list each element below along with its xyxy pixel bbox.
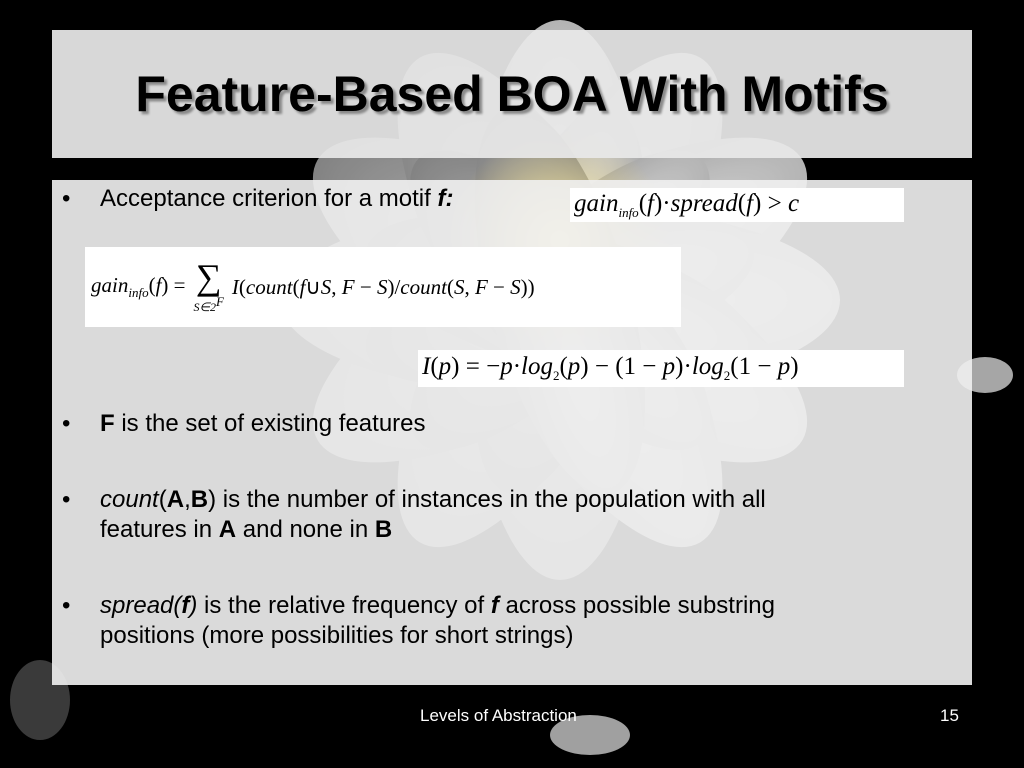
bullet-text: is the set of existing features	[114, 410, 426, 437]
content-panel: • Acceptance criterion for a motif f: gain$_{info}$(f)·spread(f) > c gain$_{info}$(f) = ∑ $S\in 2^F$ I(count(f∪S, F − S)/count(S, F − S)) $I(p) = -p\cdot\log_2(p) - (1 - p)\cdot\log_2(1 - p)$ • F is the set of existing features • count(A,B) is the number of instances in the population with all features in A and none in B • spread(f) is the relative frequency of f across possible substring positions (more possibilities for short strings)	[52, 180, 972, 685]
criterion-formula: gain$_{info}$(f)·spread(f) > c	[570, 188, 904, 222]
count-term: count	[100, 486, 159, 513]
gain-formula: gain$_{info}$(f) = ∑ $S\in 2^F$ I(count(f∪S, F − S)/count(S, F − S))	[85, 247, 681, 327]
entropy-formula: $I(p) = -p\cdot\log_2(p) - (1 - p)\cdot\log_2(1 - p)$	[418, 350, 904, 387]
bullet-dot: •	[62, 592, 71, 619]
spread-term: spread(f)	[100, 592, 198, 619]
title-panel	[52, 30, 972, 158]
slide-number: 15	[940, 706, 959, 725]
slide-title: Feature-Based BOA With Motifs	[135, 66, 889, 122]
bullet-dot: •	[62, 410, 71, 437]
bullet-text: Acceptance criterion for a motif	[100, 185, 438, 212]
motif-symbol: f:	[437, 185, 454, 212]
bullet-dot: •	[62, 486, 71, 513]
features-symbol: F	[100, 410, 115, 437]
bullet-dot: •	[62, 185, 71, 212]
footer-title: Levels of Abstraction	[420, 706, 577, 725]
sum-symbol: ∑ $S\in 2^F$	[193, 256, 224, 314]
